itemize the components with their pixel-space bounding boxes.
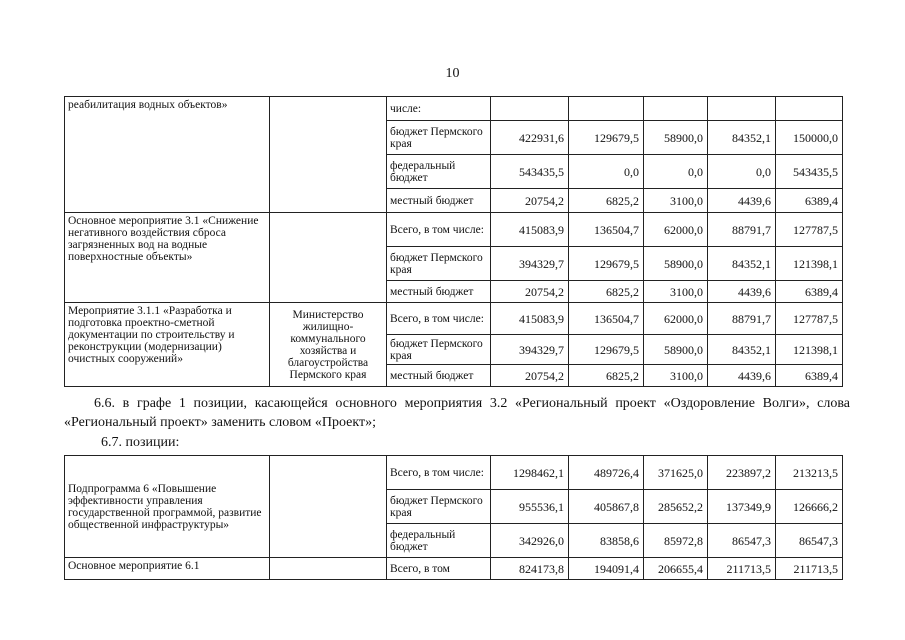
budget-table-2 (64, 455, 843, 580)
value-cell: 121398,1 (776, 247, 843, 281)
value-cell: 3100,0 (644, 281, 708, 303)
funding-source-cell: федеральный бюджет (387, 155, 491, 189)
program-name-cell: Основное мероприятие 6.1 (65, 558, 270, 580)
table-row (65, 97, 843, 121)
funding-source-cell: местный бюджет (387, 189, 491, 213)
value-cell (708, 97, 776, 121)
funding-source-cell: Всего, в том числе: (387, 456, 491, 490)
value-cell: 127787,5 (776, 303, 843, 335)
value-cell: 415083,9 (491, 213, 569, 247)
executor-cell (270, 456, 387, 558)
value-cell: 136504,7 (569, 213, 644, 247)
value-cell: 955536,1 (491, 490, 569, 524)
value-cell: 20754,2 (491, 189, 569, 213)
value-cell: 371625,0 (644, 456, 708, 490)
table-row (65, 213, 843, 247)
value-cell: 3100,0 (644, 365, 708, 387)
budget-table-1 (64, 96, 843, 387)
value-cell: 6389,4 (776, 365, 843, 387)
value-cell: 20754,2 (491, 365, 569, 387)
value-cell: 0,0 (708, 155, 776, 189)
value-cell (644, 97, 708, 121)
value-cell: 62000,0 (644, 213, 708, 247)
value-cell: 394329,7 (491, 247, 569, 281)
value-cell: 543435,5 (491, 155, 569, 189)
funding-source-cell: бюджет Пермского края (387, 335, 491, 365)
value-cell: 422931,6 (491, 121, 569, 155)
value-cell: 6389,4 (776, 281, 843, 303)
value-cell: 4439,6 (708, 281, 776, 303)
value-cell: 0,0 (569, 155, 644, 189)
executor-cell (270, 558, 387, 580)
table-row (65, 456, 843, 490)
value-cell: 194091,4 (569, 558, 644, 580)
value-cell: 213213,5 (776, 456, 843, 490)
value-cell: 394329,7 (491, 335, 569, 365)
value-cell: 206655,4 (644, 558, 708, 580)
value-cell: 150000,0 (776, 121, 843, 155)
table-row (65, 303, 843, 335)
value-cell: 4439,6 (708, 189, 776, 213)
value-cell: 84352,1 (708, 121, 776, 155)
value-cell (569, 97, 644, 121)
value-cell: 62000,0 (644, 303, 708, 335)
value-cell: 6389,4 (776, 189, 843, 213)
value-cell: 86547,3 (776, 524, 843, 558)
value-cell: 58900,0 (644, 121, 708, 155)
value-cell: 285652,2 (644, 490, 708, 524)
table-row (65, 558, 843, 580)
funding-source-cell: бюджет Пермского края (387, 247, 491, 281)
value-cell: 6825,2 (569, 281, 644, 303)
value-cell: 88791,7 (708, 213, 776, 247)
value-cell: 84352,1 (708, 247, 776, 281)
value-cell: 543435,5 (776, 155, 843, 189)
value-cell (776, 97, 843, 121)
value-cell: 489726,4 (569, 456, 644, 490)
value-cell: 83858,6 (569, 524, 644, 558)
funding-source-cell: местный бюджет (387, 281, 491, 303)
program-name-cell: реабилитация водных объектов» (65, 97, 270, 213)
executor-cell: Министерство жилищно-коммунального хозяйства и благоустройства Пермского края (270, 303, 387, 387)
value-cell: 824173,8 (491, 558, 569, 580)
executor-cell (270, 213, 387, 303)
value-cell: 6825,2 (569, 189, 644, 213)
page-number: 10 (445, 66, 460, 81)
value-cell: 58900,0 (644, 335, 708, 365)
funding-source-cell: Всего, в том числе: (387, 213, 491, 247)
value-cell: 88791,7 (708, 303, 776, 335)
value-cell: 211713,5 (776, 558, 843, 580)
value-cell: 342926,0 (491, 524, 569, 558)
value-cell: 85972,8 (644, 524, 708, 558)
program-name-cell: Основное мероприятие 3.1 «Снижение негативного воздействия сброса загрязненных вод на водные поверхностные объекты» (65, 213, 270, 303)
value-cell: 121398,1 (776, 335, 843, 365)
value-cell: 1298462,1 (491, 456, 569, 490)
value-cell: 0,0 (644, 155, 708, 189)
funding-source-cell: бюджет Пермского края (387, 121, 491, 155)
value-cell: 84352,1 (708, 335, 776, 365)
value-cell: 129679,5 (569, 335, 644, 365)
value-cell: 405867,8 (569, 490, 644, 524)
program-name-cell: Подпрограмма 6 «Повышение эффективности управления государственной программой, развитие общественной инфраструктуры» (65, 456, 270, 558)
funding-source-cell: Всего, в том (387, 558, 491, 580)
executor-cell (270, 97, 387, 213)
amendment-paragraph-6-7: 6.7. позиции: (101, 435, 180, 450)
value-cell: 86547,3 (708, 524, 776, 558)
funding-source-cell: бюджет Пермского края (387, 490, 491, 524)
value-cell: 3100,0 (644, 189, 708, 213)
funding-source-cell: числе: (387, 97, 491, 121)
funding-source-cell: местный бюджет (387, 365, 491, 387)
value-cell: 4439,6 (708, 365, 776, 387)
value-cell: 20754,2 (491, 281, 569, 303)
funding-source-cell: федеральный бюджет (387, 524, 491, 558)
value-cell (491, 97, 569, 121)
value-cell: 136504,7 (569, 303, 644, 335)
program-name-cell: Мероприятие 3.1.1 «Разработка и подготовка проектно-сметной документации по строительству и реконструкции (модернизации) очистных сооружений» (65, 303, 270, 387)
funding-source-cell: Всего, в том числе: (387, 303, 491, 335)
value-cell: 415083,9 (491, 303, 569, 335)
value-cell: 211713,5 (708, 558, 776, 580)
value-cell: 127787,5 (776, 213, 843, 247)
value-cell: 223897,2 (708, 456, 776, 490)
value-cell: 6825,2 (569, 365, 644, 387)
value-cell: 129679,5 (569, 121, 644, 155)
value-cell: 126666,2 (776, 490, 843, 524)
value-cell: 129679,5 (569, 247, 644, 281)
value-cell: 58900,0 (644, 247, 708, 281)
amendment-paragraph-6-6: 6.6. в графе 1 позиции, касающейся основного мероприятия 3.2 «Региональный проект «Оздоровление Волги», слова «Региональный проект» заменить словом «Проект»; (64, 396, 850, 430)
value-cell: 137349,9 (708, 490, 776, 524)
